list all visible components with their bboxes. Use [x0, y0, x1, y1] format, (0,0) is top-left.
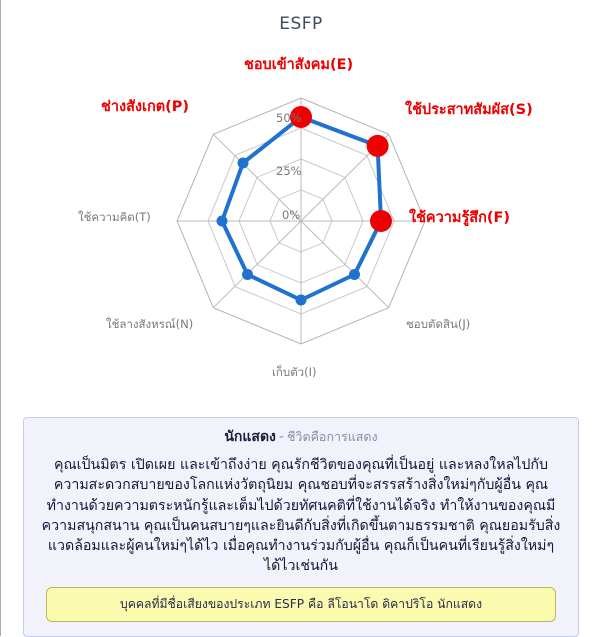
data-point-f-highlight: [370, 210, 392, 232]
famous-person-note: บุคคลที่มีชื่อเสียงของประเภท ESFP คือ ลีโอนาโด ดิคาปริโอ นักแสดง: [46, 587, 556, 622]
chart-title: ESFP: [279, 14, 323, 34]
radar-chart-block: [1, 0, 600, 405]
axis-label-intuition: ใช้ลางสังหรณ์(N): [106, 317, 194, 331]
tick-label-zero: 0%: [282, 208, 301, 222]
axis-label-feeling: ใช้ความรู้สึก(F): [409, 210, 511, 226]
data-point-j: [349, 269, 360, 280]
data-point-i: [296, 295, 307, 306]
type-tagline: ชีวิตคือการแสดง: [286, 429, 378, 444]
tick-label-outer: 50%: [276, 111, 302, 125]
header-dash: -: [278, 429, 284, 445]
tick-label-mid: 25%: [276, 164, 302, 178]
axis-label-sensing: ใช้ประสาทสัมผัส(S): [405, 102, 533, 118]
axis-label-thinking: ใช้ความคิด(T): [78, 210, 151, 224]
data-point-t: [217, 216, 228, 227]
description-body: คุณเป็นมิตร เปิดเผย และเข้าถึงง่าย คุณรักชีวิตของคุณที่เป็นอยู่ และหลงใหลไปกับความสะดวกสบายของโลกแห่งวัตถุนิยม คุณชอบที่จะสรรสร้างสิ่งใหม่ๆกับผู้อื่น คุณทำงานด้วยความตระหนักรู้และเต็มไปด้วยทัศนคติที่ใช้งานได้จริง ทำให้งานของคุณมีความสนุกสนาน คุณเป็นคนสบายๆและยินดีกับสิ่งที่เกิดขึ้นตามธรรมชาติ คุณยอมรับสิ่งแวดล้อมและผู้คนใหม่ๆได้ไว เมื่อคุณทำงานร่วมกับผู้อื่น คุณก็เป็นคนที่เรียนรู้สิ่งใหม่ๆได้ไวเช่นกัน: [41, 457, 561, 574]
description-panel: [23, 417, 579, 637]
type-name: นักแสดง: [224, 429, 276, 445]
axis-label-perceiving: ช่างสังเกต(P): [101, 99, 190, 115]
description-header: [36, 428, 566, 446]
data-point-n: [242, 269, 253, 280]
data-point-s-highlight: [367, 135, 389, 157]
axis-label-introversion: เก็บตัว(I): [272, 365, 317, 379]
axis-label-extraversion: ชอบเข้าสังคม(E): [244, 57, 354, 73]
axis-label-judging: ชอบตัดสิน(J): [406, 317, 471, 331]
data-point-p: [238, 158, 249, 169]
